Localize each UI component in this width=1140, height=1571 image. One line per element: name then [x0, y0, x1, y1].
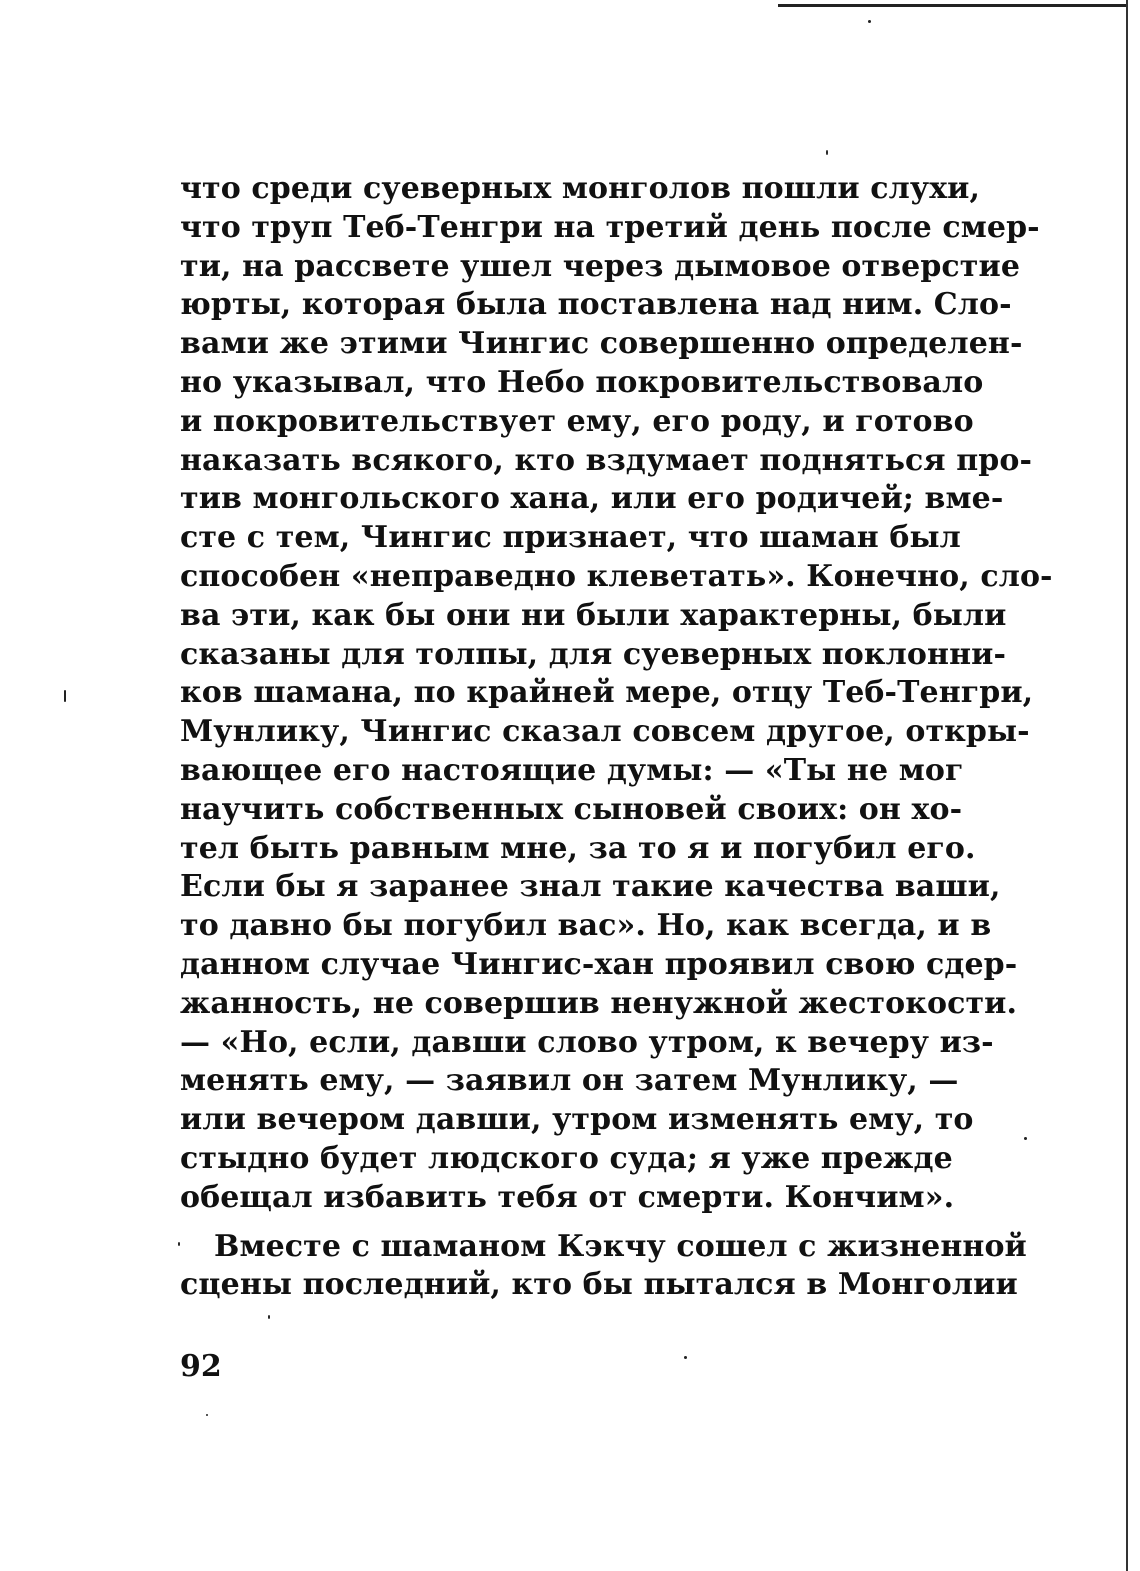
text-line: что среди суеверных монголов пошли слухи, — [180, 171, 981, 206]
text-line: ва эти, как бы они ни были характерны, были — [180, 597, 1007, 633]
scan-speck — [826, 150, 828, 155]
text-line: менять ему, — заявил он затем Мунлику, — — [180, 1063, 959, 1099]
text-line: Если бы я заранее знал такие качества ваши, — [180, 869, 1001, 905]
text-line: сказаны для толпы, для суеверных поклонни- — [180, 636, 1007, 672]
text-line: — «Но, если, давши слово утром, к вечеру из- — [180, 1024, 994, 1060]
text-line: данном случае Чингис-хан проявил свою сдер- — [180, 946, 1018, 982]
text-line: способен «неправедно клеветать». Конечно, сло- — [180, 558, 1053, 594]
text-line: ти, на рассвете ушел через дымовое отверстие — [180, 248, 1021, 284]
paragraph-1 — [180, 170, 1053, 1218]
scan-artifact-top-rule — [778, 4, 1128, 7]
text-line: то давно бы погубил вас». Но, как всегда, и в — [180, 908, 992, 944]
text-line: научить собственных сыновей своих: он хо- — [180, 791, 963, 827]
text-line: Вместе с шаманом Кэкчу сошел с жизненной — [214, 1228, 1027, 1264]
scan-speck — [268, 1315, 270, 1319]
text-line: стыдно будет людского суда; я уже прежде — [180, 1140, 953, 1176]
text-line: что труп Теб-Тенгри на третий день после смер- — [180, 209, 1040, 245]
scan-speck — [64, 690, 66, 702]
text-line: вами же этими Чингис совершенно определен- — [180, 326, 1023, 362]
text-line: и покровительствует ему, его роду, и готово — [180, 403, 974, 439]
paragraph-2 — [180, 1228, 1027, 1306]
text-line: ков шамана, по крайней мере, отцу Теб-Тенгри, — [180, 675, 1034, 711]
page-body — [180, 170, 1053, 1305]
text-line: обещал избавить тебя от смерти. Кончим». — [180, 1179, 955, 1215]
text-line: сцены последний, кто бы пытался в Монголии — [180, 1267, 1018, 1303]
text-line: или вечером давши, утром изменять ему, то — [180, 1102, 974, 1138]
text-line: тел быть равным мне, за то я и погубил его. — [180, 830, 976, 866]
scan-artifact-right-edge — [1126, 0, 1128, 1571]
text-line: Мунлику, Чингис сказал совсем другое, откры- — [180, 714, 1030, 750]
text-line: жанность, не совершив ненужной жестокости. — [180, 985, 1018, 1021]
text-line: сте с тем, Чингис признает, что шаман был — [180, 520, 961, 556]
text-line: тив монгольского хана, или его родичей; вме- — [180, 481, 1004, 517]
text-line: но указывал, что Небо покровительствовало — [180, 364, 984, 400]
scan-speck — [868, 20, 871, 23]
text-line: юрты, которая была поставлена над ним. Сло- — [180, 287, 1012, 323]
scan-speck — [206, 1414, 208, 1416]
page-number: 92 — [180, 1349, 222, 1384]
scan-speck — [684, 1356, 687, 1359]
text-line: наказать всякого, кто вздумает подняться про- — [180, 442, 1033, 478]
scan-speck — [1024, 1137, 1027, 1140]
paragraph-gap — [180, 1218, 950, 1228]
text-line: вающее его настоящие думы: — «Ты не мог — [180, 752, 964, 788]
